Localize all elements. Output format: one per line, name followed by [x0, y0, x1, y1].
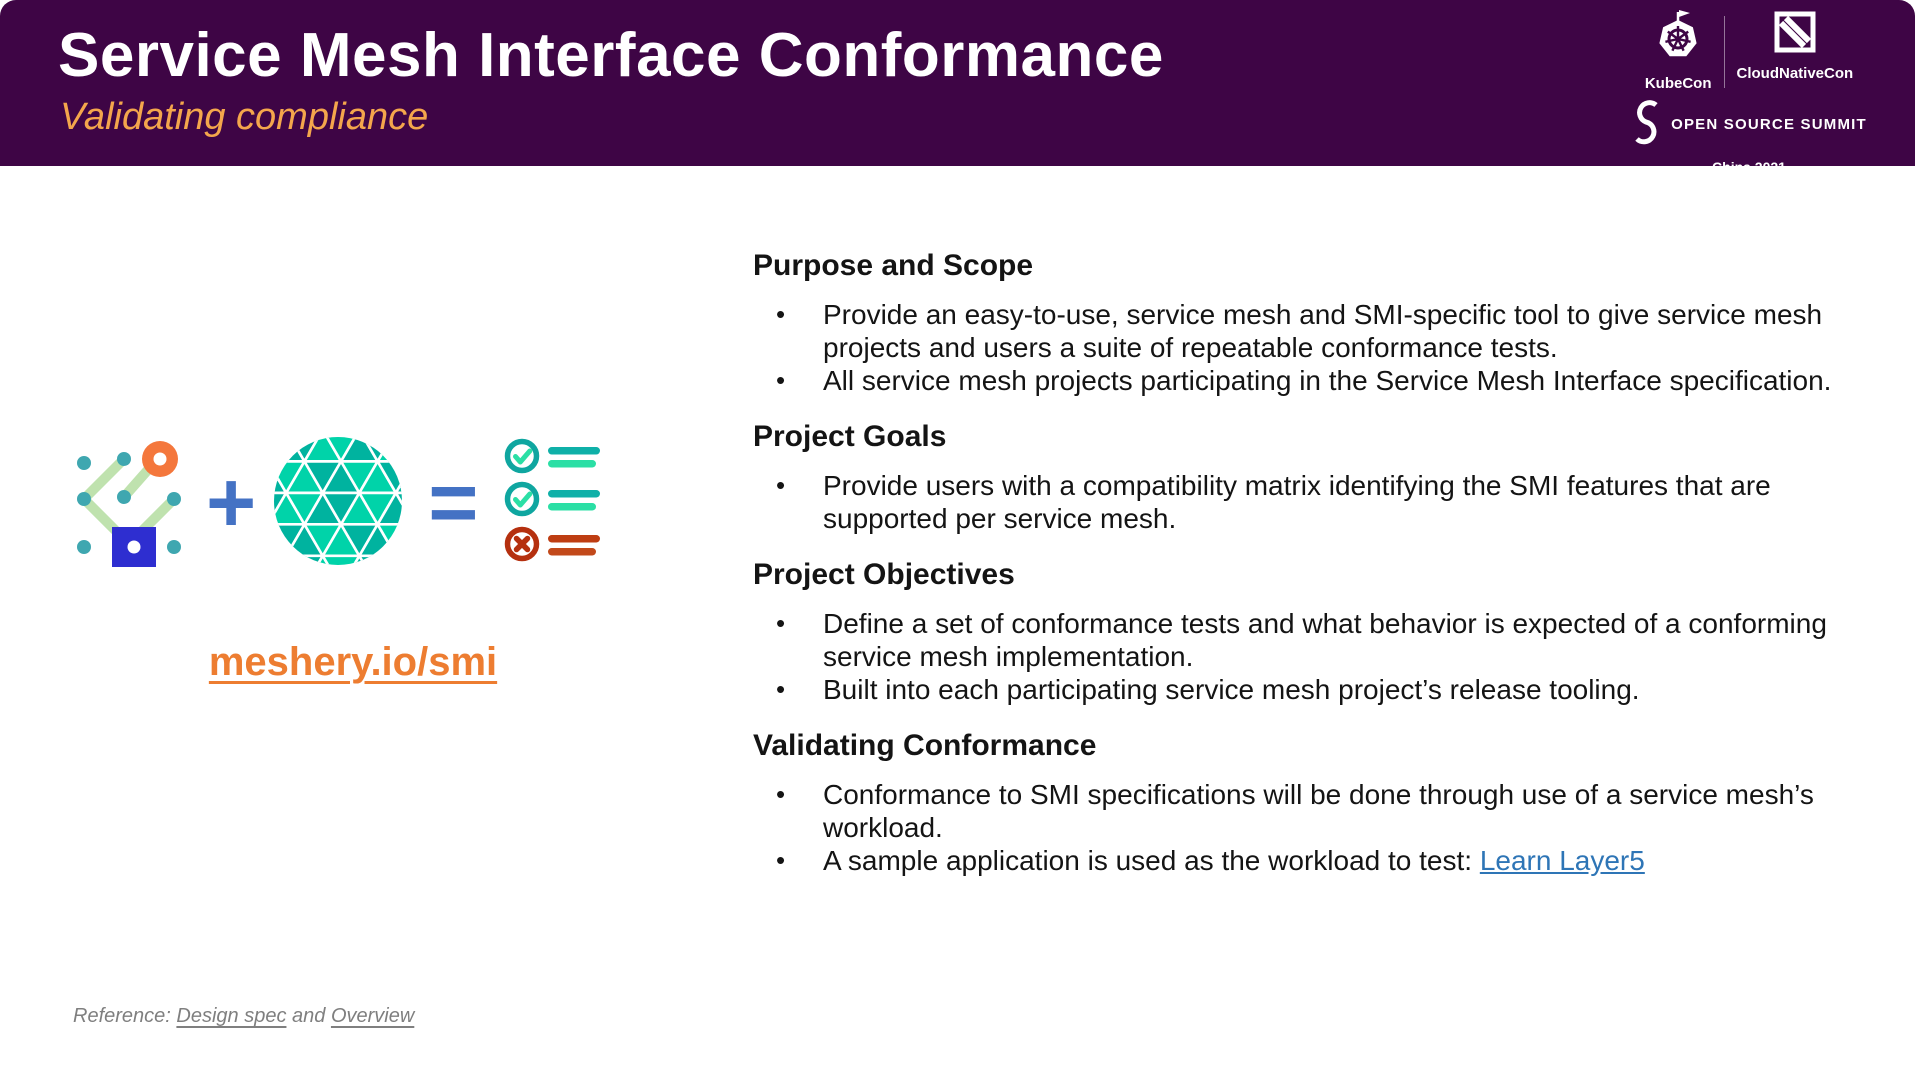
linked-bullet-text: A sample application is used as the workload to test:: [823, 845, 1480, 876]
edition-label: China 2021: [1712, 159, 1786, 175]
page-subtitle: Validating compliance: [60, 96, 429, 138]
overview-link[interactable]: Overview: [330, 1005, 415, 1027]
design-spec-link[interactable]: Design spec: [176, 1005, 287, 1027]
cloudnativecon-cube-icon: [1773, 10, 1817, 59]
list-item: • Provide users with a compatibility matrix identifying the SMI features that are supported per service mesh.: [776, 469, 1841, 535]
list-item: • All service mesh projects participating in the Service Mesh Interface specification.: [776, 364, 1841, 397]
plus-operator: +: [206, 455, 257, 551]
edition-rule-right: [1796, 167, 1860, 168]
smi-logo-icon: [72, 434, 184, 573]
open-source-summit-row: [1638, 99, 1867, 150]
conference-logos-row: [1638, 10, 1860, 92]
reference-line: [73, 1005, 414, 1028]
summit-s-icon: [1631, 99, 1663, 150]
validating-bullet-list: [776, 778, 1883, 877]
list-item: [776, 844, 1841, 877]
header-band: [0, 0, 1915, 175]
edition-rule-left: [1638, 167, 1702, 168]
meshery-logo-icon: [274, 437, 402, 570]
list-item: • Provide an easy-to-use, service mesh and SMI-specific tool to give service mesh projects and users a suite of repeatable conformance tests.: [776, 298, 1841, 364]
kubecon-label: KubeCon: [1644, 75, 1712, 92]
conformance-checklist-icon: [504, 436, 602, 571]
heading-purpose-and-scope: Purpose and Scope: [753, 249, 1034, 282]
kubecon-helm-icon: [1658, 10, 1698, 69]
cloudnativecon-logo: [1737, 10, 1854, 82]
reference-conjunction: and: [286, 1005, 331, 1027]
heading-project-objectives: Project Objectives: [753, 558, 1015, 591]
summit-label: OPEN SOURCE SUMMIT: [1671, 116, 1867, 133]
content-column: [753, 248, 1883, 877]
event-edition-row: [1638, 159, 1860, 175]
equals-operator: =: [428, 455, 479, 551]
meshery-io-smi-link[interactable]: meshery.io/smi: [208, 640, 498, 684]
purpose-bullet-list: [776, 298, 1883, 397]
goals-bullet-list: [776, 469, 1883, 535]
smi-meshery-equation-graphic: [72, 425, 602, 581]
list-item: • Define a set of conformance tests and what behavior is expected of a conforming service mesh implementation.: [776, 607, 1841, 673]
heading-validating-conformance: Validating Conformance: [753, 729, 1097, 762]
list-item: • Conformance to SMI specifications will be done through use of a service mesh’s workload.: [776, 778, 1841, 844]
list-item: • Built into each participating service mesh project’s release tooling.: [776, 673, 1841, 706]
event-logo-lockup: [1638, 10, 1867, 175]
reference-prefix: Reference:: [73, 1005, 177, 1027]
logo-divider: [1724, 16, 1725, 88]
cloudnativecon-label: CloudNativeCon: [1736, 65, 1854, 82]
page-title: Service Mesh Interface Conformance: [58, 21, 1164, 90]
heading-project-goals: Project Goals: [753, 420, 947, 453]
kubecon-logo: [1645, 10, 1712, 92]
objectives-bullet-list: [776, 607, 1883, 706]
learn-layer5-link[interactable]: Learn Layer5: [1479, 845, 1645, 876]
